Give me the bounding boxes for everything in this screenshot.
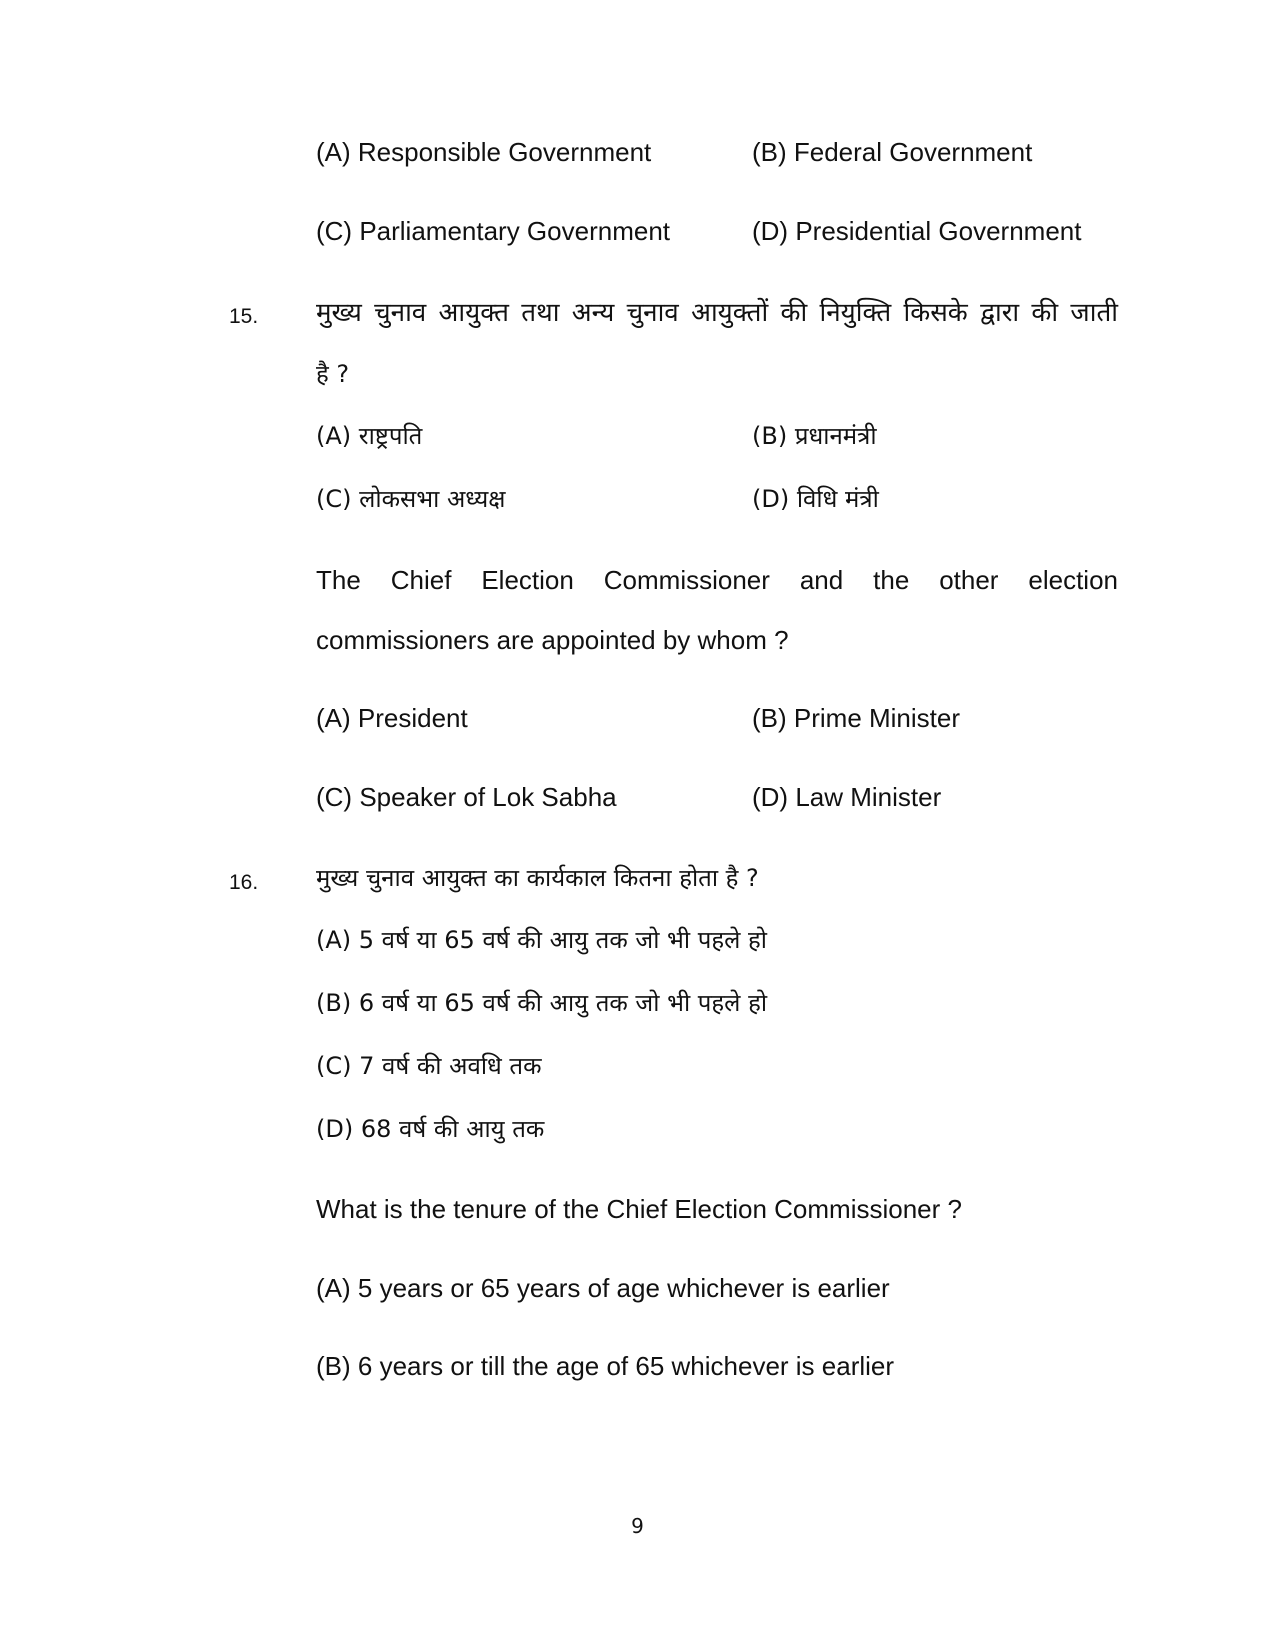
q15-hindi-option-a: (A) राष्ट्रपति [316,422,423,450]
q16-number: 16. [229,871,259,894]
q16-english-question: What is the tenure of the Chief Election Commissioner ? [316,1194,962,1224]
q16-hindi-option-a: (A) 5 वर्ष या 65 वर्ष की आयु तक जो भी पहले हो [316,926,767,954]
q15-english-question-line2: commissioners are appointed by whom ? [316,625,789,655]
q16-hindi-option-b: (B) 6 वर्ष या 65 वर्ष की आयु तक जो भी पहले हो [316,989,768,1017]
q15-hindi-option-b: (B) प्रधानमंत्री [752,422,877,450]
q14-option-c: (C) Parliamentary Government [316,216,670,246]
q15-english-option-b: (B) Prime Minister [752,703,961,733]
q14-option-d: (D) Presidential Government [752,216,1082,246]
q16-english-option-b: (B) 6 years or till the age of 65 whichever is earlier [316,1351,895,1381]
q16-hindi-option-d: (D) 68 वर्ष की आयु तक [316,1115,545,1143]
q15-hindi-option-d: (D) विधि मंत्री [752,485,879,513]
q16-hindi-question: मुख्य चुनाव आयुक्त का कार्यकाल कितना होता है ? [316,864,759,892]
q16-english-option-a: (A) 5 years or 65 years of age whichever is earlier [316,1273,890,1303]
q15-hindi-question-line1: मुख्य चुनाव आयुक्त तथा अन्य चुनाव आयुक्तों की नियुक्ति किसके द्वारा की जाती [316,298,1118,328]
q15-english-option-c: (C) Speaker of Lok Sabha [316,782,617,812]
q15-english-question-line1: The Chief Election Commissioner and the other election [316,565,1118,595]
q14-option-a: (A) Responsible Government [316,137,652,167]
q14-option-b: (B) Federal Government [752,137,1033,167]
q15-english-option-a: (A) President [316,703,468,733]
page-number: 9 [631,1514,644,1538]
q15-hindi-option-c: (C) लोकसभा अध्यक्ष [316,485,506,513]
q15-english-option-d: (D) Law Minister [752,782,942,812]
q16-hindi-option-c: (C) 7 वर्ष की अवधि तक [316,1052,542,1080]
q15-hindi-question-line2: है ? [316,360,350,388]
q15-number: 15. [229,305,259,328]
